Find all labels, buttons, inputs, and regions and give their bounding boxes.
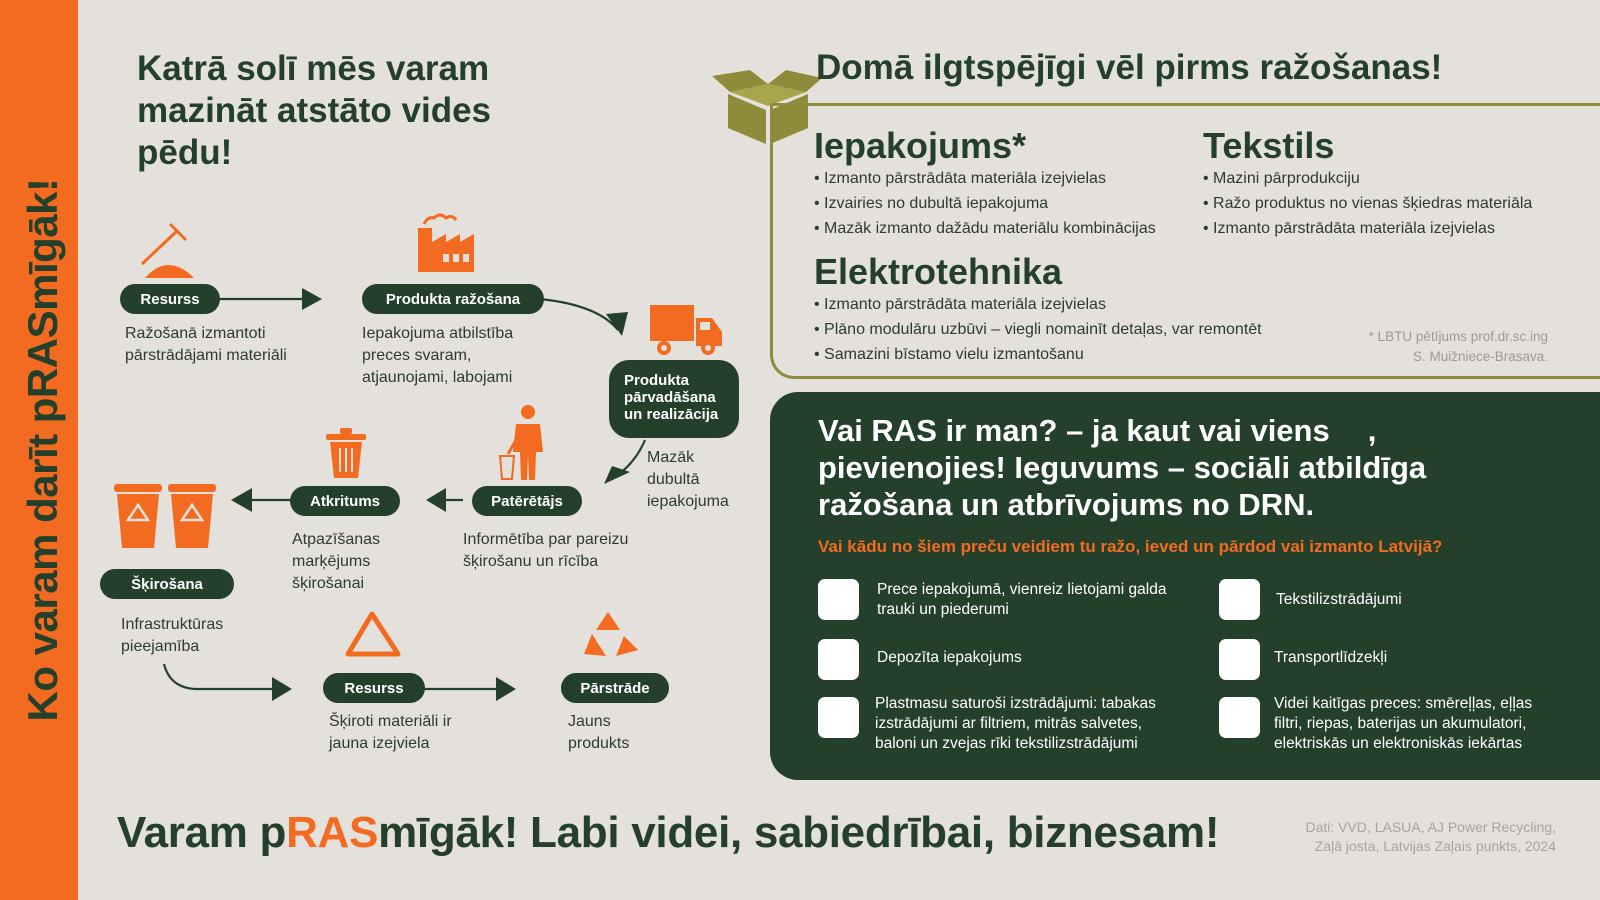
checkbox-label: Transportlīdzekļi xyxy=(1274,649,1388,666)
list-item: • Izmanto pārstrādāta materiāla izejvielas xyxy=(814,166,1194,191)
checkbox-harmful-goods[interactable] xyxy=(1219,697,1260,738)
panel-subtitle: Vai kādu no šiem preču veidiem tu ražo, ieved un pārdod vai izmanto Latvijā? xyxy=(818,537,1443,556)
truck-icon xyxy=(650,305,722,355)
caption-skirosana: Infrastruktūras pieejamība xyxy=(121,616,224,655)
checkbox-plastic-products[interactable] xyxy=(818,697,859,738)
left-title: Katrā solī mēs varam mazināt atstāto vides pēdu! xyxy=(137,49,491,172)
caption-produkta-razosana: Iepakojuma atbilstība preces svaram, atjaunojami, labojami xyxy=(362,325,514,386)
sources-line-1: Dati: VVD, LASUA, AJ Power Recycling, xyxy=(1305,819,1556,835)
footnote xyxy=(1369,327,1548,367)
arrow-4 xyxy=(426,488,446,512)
category-tekstils xyxy=(1203,126,1573,241)
recycle-filled-icon xyxy=(584,612,638,656)
trash-icon xyxy=(326,428,366,478)
caption-pateretajs: Informētība par pareizu šķirošanu un rīcība xyxy=(463,531,629,570)
caption-produkta-parvadasana: Mazāk dubultā iepakojuma xyxy=(647,449,729,510)
checkbox-vehicles[interactable] xyxy=(1219,639,1260,680)
side-title: Ko varam darīt pRASmīgāk! xyxy=(19,178,66,722)
checkbox-deposit-packaging[interactable] xyxy=(818,639,859,680)
arrow-6 xyxy=(272,677,292,701)
node-produkta-parvadasana xyxy=(609,360,739,438)
caption-atkritums: Atpazīšanas marķējums šķirošanai xyxy=(292,531,381,592)
node-pateretajs: Patērētājs xyxy=(472,486,582,516)
category-title: Iepakojums* xyxy=(814,125,1027,166)
footnote-line-1: * LBTU pētījums prof.dr.sc.ing xyxy=(1368,329,1548,344)
recycle-icon xyxy=(348,614,398,654)
caption-resurss-2: Šķiroti materiāli ir jauna izejviela xyxy=(329,713,452,752)
right-title: Domā ilgtspējīgi vēl pirms ražošanas! xyxy=(816,48,1443,87)
factory-icon xyxy=(418,215,474,272)
list-item: • Samazini bīstamo vielu izmantošanu xyxy=(814,342,1334,367)
node-skirosana: Šķirošana xyxy=(100,569,234,599)
node-resurss-2: Resurss xyxy=(323,673,425,703)
footnote-line-2: S. Muižniece-Brasava. xyxy=(1412,349,1548,364)
list-item: • Izmanto pārstrādāta materiāla izejvielas xyxy=(1203,216,1573,241)
panel-title-part-2: , xyxy=(1367,413,1377,448)
checkbox-label: Plastmasu saturoši izstrādājumi: tabakas izstrādājumi ar filtriem, mitrās salvetes, baloni un zvejas rīki tekstilizstrādājumi xyxy=(875,695,1156,752)
list-item: • Plāno modulāru uzbūvi – viegli nomainīt detaļas, var remontēt xyxy=(814,317,1334,342)
transport-line-1: Produkta xyxy=(624,372,690,389)
node-atkritums: Atkritums xyxy=(290,486,400,516)
footer-part-2: mīgāk! Labi videi, sabiedrībai, biznesam! xyxy=(378,808,1220,857)
arrow-2 xyxy=(606,312,628,336)
panel-title xyxy=(818,412,1538,523)
footer-part-1: Varam p xyxy=(117,808,287,857)
category-elektrotehnika xyxy=(814,252,1334,367)
category-title: Elektrotehnika xyxy=(814,251,1063,292)
arrow-7 xyxy=(496,677,516,701)
node-produkta-razosana: Produkta ražošana xyxy=(362,284,544,314)
transport-line-2: pārvadāšana xyxy=(624,389,716,406)
list-item: • Izvairies no dubultā iepakojuma xyxy=(814,191,1194,216)
panel-title-part-1: Vai RAS ir man? – ja kaut vai viens xyxy=(818,413,1330,448)
checkbox-single-use[interactable] xyxy=(818,579,859,620)
arrow-1 xyxy=(302,288,322,310)
caption-parstrade: Jauns produkts xyxy=(568,713,630,752)
checkbox-label: Prece iepakojumā, vienreiz lietojami galda trauki un piederumi xyxy=(877,581,1167,618)
checkbox-textiles[interactable] xyxy=(1219,579,1260,620)
checkbox-label: Tekstilizstrādājumi xyxy=(1276,591,1402,608)
category-title: Tekstils xyxy=(1203,125,1335,166)
consumer-icon xyxy=(500,405,543,480)
sorting-bins-icon xyxy=(114,484,216,548)
caption-resurss-1: Ražošanā izmantoti pārstrādājami materiāli xyxy=(125,325,287,364)
footer-accent: RAS xyxy=(286,808,379,857)
panel-title-rest: pievienojies! Ieguvums – sociāli atbildīga ražošana un atbrīvojums no DRN. xyxy=(818,450,1427,522)
data-sources xyxy=(1305,818,1556,856)
mining-icon xyxy=(142,224,194,278)
transport-line-3: un realizācija xyxy=(624,406,719,423)
category-iepakojums xyxy=(814,126,1194,241)
checkbox-label: Videi kaitīgas preces: smēreļļas, eļļas filtri, riepas, baterijas un akumulatori, elektriskās un elektroniskās iekārtas xyxy=(1274,695,1533,752)
node-parstrade: Pārstrāde xyxy=(561,673,669,703)
sources-line-2: Zaļā josta, Latvijas Zaļais punkts, 2024 xyxy=(1314,838,1556,854)
list-item: • Mazini pārprodukciju xyxy=(1203,166,1573,191)
list-item: • Mazāk izmanto dažādu materiālu kombinācijas xyxy=(814,216,1194,241)
list-item: • Izmanto pārstrādāta materiāla izejvielas xyxy=(814,292,1334,317)
list-item: • Ražo produktus no vienas šķiedras materiāla xyxy=(1203,191,1573,216)
footer-slogan xyxy=(117,808,1219,858)
arrow-5 xyxy=(231,488,252,512)
checkbox-label: Depozīta iepakojums xyxy=(877,649,1022,666)
node-resurss-1: Resurss xyxy=(120,284,220,314)
